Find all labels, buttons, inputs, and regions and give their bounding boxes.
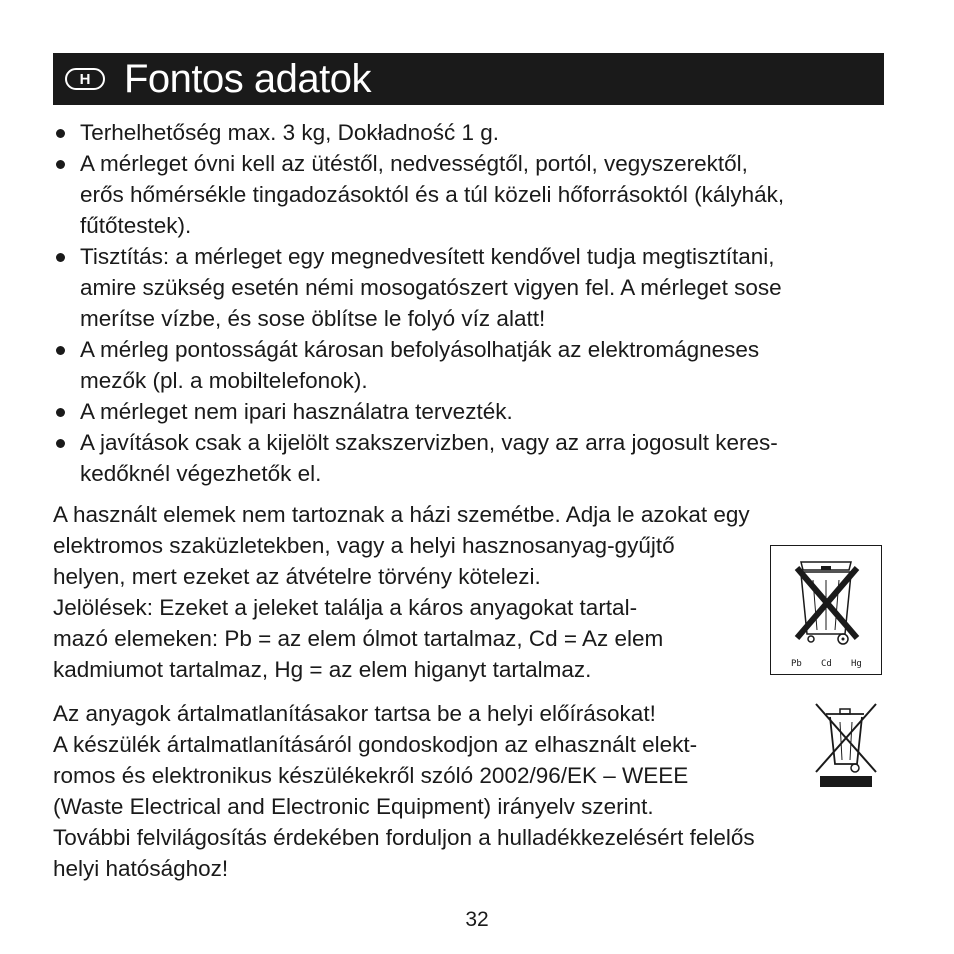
language-badge: H xyxy=(65,68,105,90)
battery-disposal-symbol xyxy=(770,545,882,675)
weee-bin-icon xyxy=(812,700,880,790)
bullet-icon xyxy=(56,346,65,355)
list-item-line: mezők (pl. a mobiltelefonok). xyxy=(80,368,368,393)
paragraph-line: A használt elemek nem tartoznak a házi szemétbe. Adja le azokat egy xyxy=(53,502,750,527)
list-item-line: A mérleget nem ipari használatra tervezték. xyxy=(80,399,513,424)
crossed-bin-icon xyxy=(771,546,881,674)
list-item-line: A mérleg pontosságát károsan befolyásolhatják az elektromágneses xyxy=(80,337,760,362)
list-item-line: merítse vízbe, és sose öblítse le folyó víz alatt! xyxy=(80,306,546,331)
list-item-line: fűtőtestek). xyxy=(80,213,192,238)
paragraph-line: A készülék ártalmatlanításáról gondoskodjon az elhasznált elekt- xyxy=(53,732,698,757)
paragraph-line: Az anyagok ártalmatlanításakor tartsa be a helyi előírásokat! xyxy=(53,701,656,726)
bullet-icon xyxy=(56,408,65,417)
list-item xyxy=(53,148,893,241)
bullet-icon xyxy=(56,439,65,448)
page-number: 32 xyxy=(465,908,489,931)
list-item-line: Terhelhetőség max. 3 kg, Dokładność 1 g. xyxy=(80,120,499,145)
bullet-icon xyxy=(56,160,65,169)
battery-disposal-paragraph xyxy=(53,499,750,685)
list-item xyxy=(53,241,893,334)
list-item xyxy=(53,427,893,489)
paragraph-line: További felvilágosítás érdekében forduljon a hulladékkezelésért felelős xyxy=(53,825,755,850)
list-item-line: amire szükség esetén némi mosogatószert vigyen fel. A mérleget sose xyxy=(80,275,782,300)
paragraph-line: (Waste Electrical and Electronic Equipment) irányelv szerint. xyxy=(53,794,654,819)
page-title: Fontos adatok xyxy=(124,57,371,101)
list-item xyxy=(53,396,893,427)
list-item xyxy=(53,117,893,148)
bullet-list xyxy=(53,117,893,489)
bullet-icon xyxy=(56,253,65,262)
bullet-icon xyxy=(56,129,65,138)
section-header xyxy=(53,53,884,105)
list-item-line: kedőknél végezhetők el. xyxy=(80,461,322,486)
battery-label-pb: Pb xyxy=(791,659,802,669)
paragraph-line: helyi hatósághoz! xyxy=(53,856,229,881)
paragraph-line: kadmiumot tartalmaz, Hg = az elem higanyt tartalmaz. xyxy=(53,657,592,682)
list-item-line: Tisztítás: a mérleget egy megnedvesített kendővel tudja megtisztítani, xyxy=(80,244,775,269)
battery-label-cd: Cd xyxy=(821,659,832,669)
weee-disposal-paragraph xyxy=(53,698,755,884)
battery-label-hg: Hg xyxy=(851,659,862,669)
paragraph-line: helyen, mert ezeket az átvételre törvény kötelezi. xyxy=(53,564,541,589)
list-item-line: erős hőmérsékle tingadozásoktól és a túl közeli hőforrásoktól (kályhák, xyxy=(80,182,785,207)
paragraph-line: elektromos szaküzletekben, vagy a helyi hasznosanyag-gyűjtő xyxy=(53,533,675,558)
paragraph-line: Jelölések: Ezeket a jeleket találja a káros anyagokat tartal- xyxy=(53,595,638,620)
paragraph-line: romos és elektronikus készülékekről szóló 2002/96/EK – WEEE xyxy=(53,763,689,788)
list-item-line: A mérleget óvni kell az ütéstől, nedvességtől, portól, vegyszerektől, xyxy=(80,151,748,176)
paragraph-line: mazó elemeken: Pb = az elem ólmot tartalmaz, Cd = Az elem xyxy=(53,626,664,651)
list-item-line: A javítások csak a kijelölt szakszervizben, vagy az arra jogosult keres- xyxy=(80,430,778,455)
list-item xyxy=(53,334,893,396)
weee-symbol xyxy=(812,700,880,790)
